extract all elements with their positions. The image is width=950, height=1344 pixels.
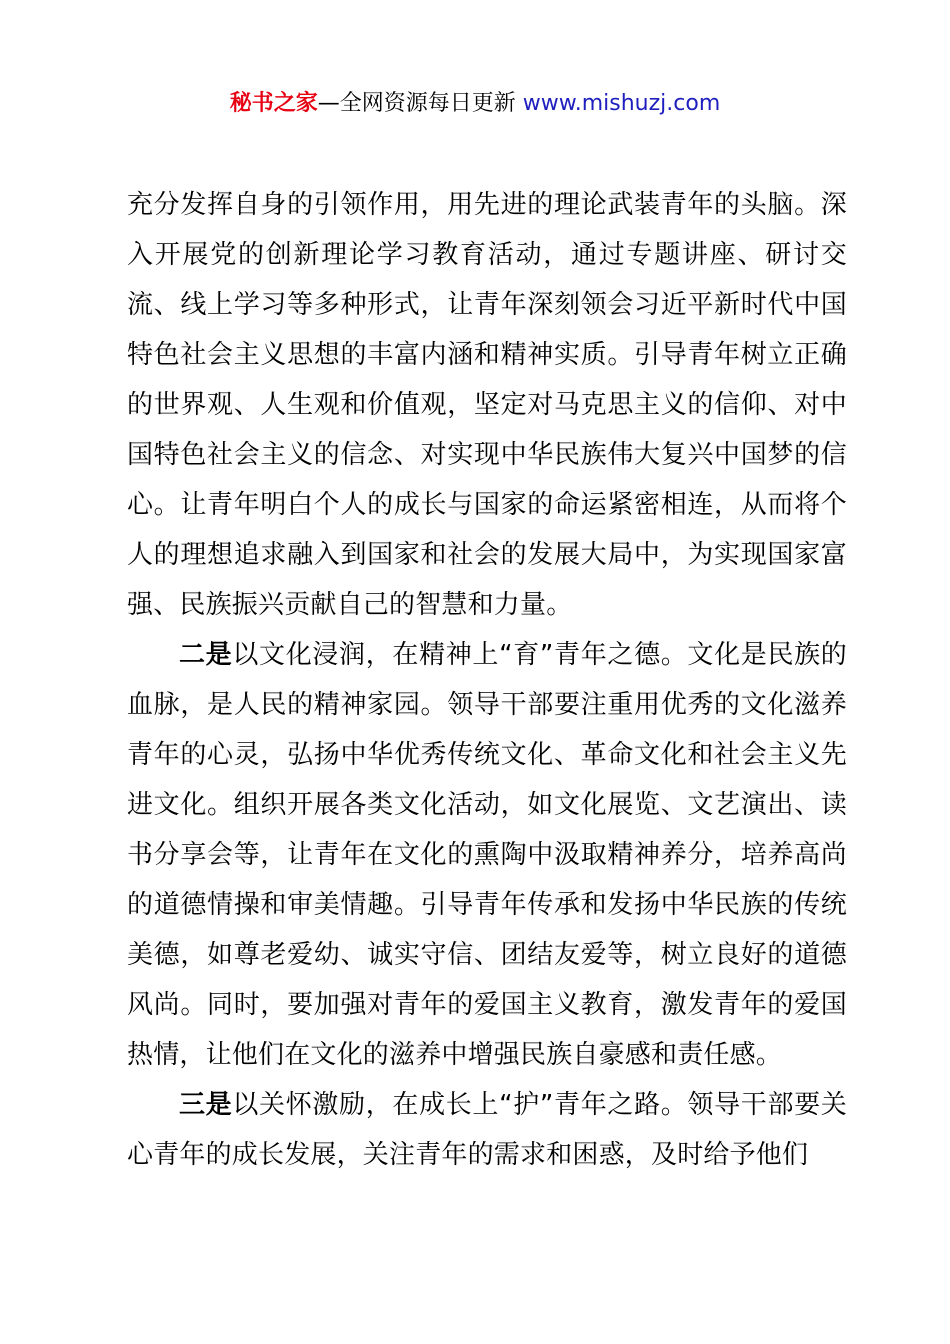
header-url-link[interactable]: www.mishuzj.com [522,91,721,116]
brand-name: 秘书之家 [229,91,318,116]
paragraph-3-text: 以关怀激励，在成长上“护”青年之路。领导干部要关心青年的成长发展，关注青年的需求和困惑，及时给予他们 [127,1090,847,1170]
paragraph-3 [127,1080,847,1180]
paragraph-3-lead: 三是 [179,1090,233,1120]
paragraph-2 [127,630,847,1080]
paragraph-1-text: 充分发挥自身的引领作用，用先进的理论武装青年的头脑。深入开展党的创新理论学习教育活动，通过专题讲座、研讨交流、线上学习等多种形式，让青年深刻领会习近平新时代中国特色社会主义思想的丰富内涵和精神实质。引导青年树立正确的世界观、人生观和价值观，坚定对马克思主义的信仰、对中国特色社会主义的信念、对实现中华民族伟大复兴中国梦的信心。让青年明白个人的成长与国家的命运紧密相连，从而将个人的理想追求融入到国家和社会的发展大局中，为实现国家富强、民族振兴贡献自己的智慧和力量。 [127,190,847,620]
document-body [127,180,847,1180]
header-tagline: —全网资源每日更新 [317,91,523,116]
paragraph-1 [127,180,847,630]
paragraph-2-lead: 二是 [179,640,233,670]
paragraph-2-text: 以文化浸润，在精神上“育”青年之德。文化是民族的血脉，是人民的精神家园。领导干部要注重用优秀的文化滋养青年的心灵，弘扬中华优秀传统文化、革命文化和社会主义先进文化。组织开展各类文化活动，如文化展览、文艺演出、读书分享会等，让青年在文化的熏陶中汲取精神养分，培养高尚的道德情操和审美情趣。引导青年传承和发扬中华民族的传统美德，如尊老爱幼、诚实守信、团结友爱等，树立良好的道德风尚。同时，要加强对青年的爱国主义教育，激发青年的爱国热情，让他们在文化的滋养中增强民族自豪感和责任感。 [127,640,847,1070]
page-header [0,88,950,120]
